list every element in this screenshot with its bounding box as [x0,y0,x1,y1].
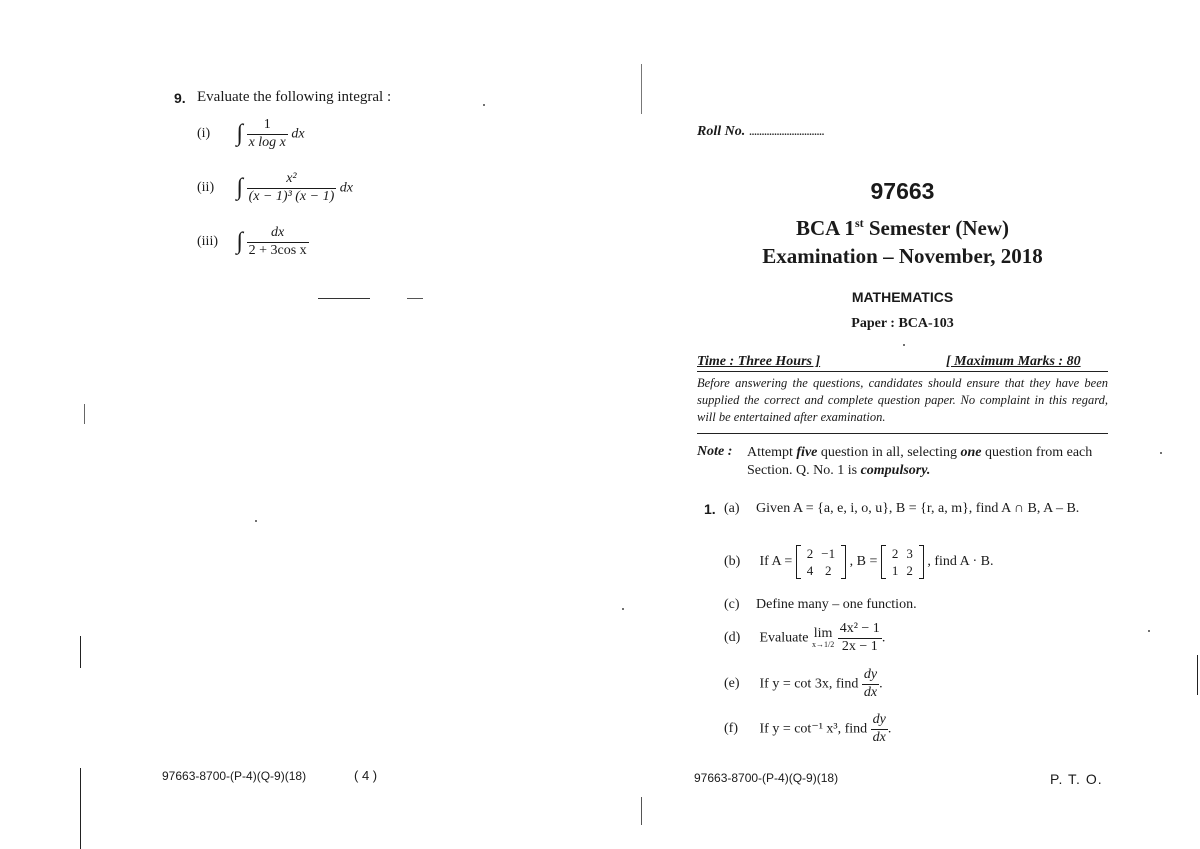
numerator: dy [862,668,879,685]
part-b-post: , find A · B. [927,554,994,570]
part-label: (e) [724,676,740,692]
roll-number [697,124,824,140]
roll-label: Roll No. [697,124,746,139]
matrix-b-cell: 3 [906,546,913,561]
q9-part-iii [197,226,309,258]
matrix-b-cell: 1 [891,563,899,578]
q1-part-b [724,545,994,579]
numerator: x² [247,172,337,189]
question-1-number: 1. [704,501,716,517]
differential: dx [291,126,305,142]
part-label: (i) [197,126,211,142]
numerator: dy [871,713,888,730]
part-label: (a) [724,501,740,516]
note-text [747,444,1109,480]
fraction [247,172,337,204]
fraction [862,668,879,700]
course-title [680,216,1125,241]
right-footer-code: 97663-8700-(P-4)(Q-9)(18) [694,771,839,785]
q1-part-a [724,500,1109,518]
scan-line [80,768,81,849]
matrix-b-cell: 2 [906,563,913,578]
part-b-mid: , B = [849,554,878,570]
denominator: 2x − 1 [841,638,878,654]
part-a-text: Given A = {a, e, i, o, u}, B = {r, a, m}, find A ∩ B, A – B. [756,501,1080,516]
numerator: 4x² − 1 [838,622,882,639]
part-f-pre: If y = cot⁻¹ x³, find [759,721,868,737]
q9-part-ii [197,172,353,204]
note-mid: question in all, selecting [817,445,961,460]
matrix-a-cell: 4 [806,563,814,578]
denominator: 2 + 3cos x [248,242,307,258]
note-compulsory: compulsory. [860,463,931,478]
scan-line [1197,655,1198,695]
paper-number: Paper : BCA-103 [851,316,954,331]
pto-marker: P. T. O. [1050,771,1103,787]
fraction [247,226,309,258]
q1-part-e: (e) If y = cot 3x, find $\frac{dy}{dx}$ . [724,667,883,700]
numerator: dx [247,226,309,243]
scan-speck [255,520,257,522]
fraction [871,713,888,745]
integral-sign: ∫ [236,228,244,255]
part-label: (b) [724,554,741,570]
subject-title: MATHEMATICS [851,289,954,305]
numerator: 1 [247,118,288,135]
note-label: Note : [697,444,733,459]
limit-operator [812,627,834,649]
part-e-pre: If y = cot 3x, find [759,676,859,692]
max-marks: [ Maximum Marks : 80 [946,354,1081,369]
matrix-b-cell: 2 [891,546,899,561]
integral-sign: ∫ [236,174,244,201]
matrix-a-cell: 2 [806,546,814,561]
instructions: Before answering the questions, candidates should ensure that they have been supplied the correct and complete question paper. No complaint in this regard, will be entertained after examination. [697,376,1108,424]
part-label: (iii) [197,234,218,250]
integral-sign: ∫ [236,120,244,147]
roll-dots: .............................. [748,124,824,139]
differential: dx [339,180,353,196]
scan-speck [622,608,624,610]
matrix-a-cell: −1 [821,546,836,561]
limit-subscript: x→1/2 [811,640,835,650]
course-title-sup: st [854,216,864,230]
end-rule-short [407,298,423,299]
note-pre: Attempt [747,445,797,460]
paper-code: 97663 [870,178,935,204]
part-label: (c) [724,597,740,612]
scan-speck [1160,452,1162,454]
matrix-b [881,545,924,579]
fraction [838,622,882,654]
part-label: (d) [724,630,741,646]
course-title-rest: Semester (New) [863,216,1009,240]
scan-line [641,64,642,114]
part-label: (ii) [197,180,215,196]
page-number: ( 4 ) [354,768,378,783]
limit-word: lim [813,626,833,642]
matrix-a [796,545,846,579]
exam-title: Examination – November, 2018 [762,244,1043,268]
scan-line [84,404,85,424]
part-label: (f) [724,721,738,737]
scan-line [641,797,642,825]
matrix-a-cell: 2 [824,563,832,578]
q1-part-f: (f) If y = cot⁻¹ x³, find $\frac{dy}{dx}$ . [724,712,892,745]
denominator: (x − 1)³ (x − 1) [248,188,335,204]
part-b-pre: If A = [759,554,793,570]
scan-line [80,636,81,668]
part-d-pre: Evaluate [759,630,809,646]
note-one: one [960,445,982,460]
scan-speck [483,104,485,106]
scan-speck [1148,630,1150,632]
note-five: five [796,445,818,460]
part-c-text: Define many – one function. [756,597,917,612]
left-footer-code: 97663-8700-(P-4)(Q-9)(18) [162,769,307,783]
note-mid2: question from each Section. Q. No. 1 is [747,445,1093,478]
question-9-number: 9. [174,90,186,106]
instructions-rule [697,433,1108,434]
end-rule [318,298,370,299]
scan-speck [903,344,905,346]
question-9-text: Evaluate the following integral : [197,89,392,105]
header-rule [697,371,1108,372]
denominator: dx [863,684,878,700]
q9-part-i [197,118,305,150]
course-title-main: BCA 1 [796,216,855,240]
fraction [247,118,288,150]
denominator: x log x [248,134,286,150]
time-label: Time : Three Hours ] [697,354,821,369]
denominator: dx [872,729,886,745]
q1-part-d: (d) Evaluate lim x→1/2 $\frac{\text{4x² − 1}}{2x - 1}$ . [724,621,886,654]
q1-part-c [724,597,917,613]
